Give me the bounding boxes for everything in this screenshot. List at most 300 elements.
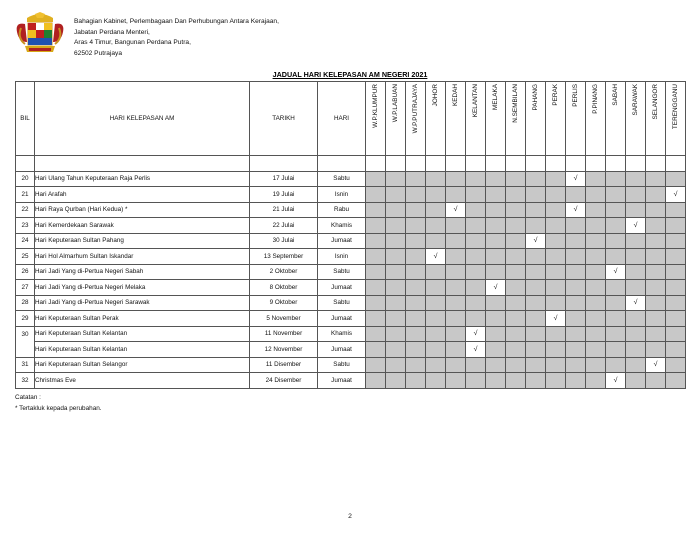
- state-cell-empty: [386, 171, 406, 187]
- state-cell-empty: [526, 218, 546, 234]
- state-cell-empty: [386, 357, 406, 373]
- state-check-mark: √: [626, 295, 646, 311]
- table-row: [16, 280, 686, 296]
- state-cell-empty: [406, 280, 426, 296]
- state-cell-empty: [386, 342, 406, 358]
- table-row: [16, 202, 686, 218]
- state-cell-empty: [626, 202, 646, 218]
- table-row: [16, 249, 686, 265]
- table-row: [16, 218, 686, 234]
- state-cell-empty: [646, 171, 666, 187]
- state-check-mark: √: [446, 202, 466, 218]
- state-cell-empty: [666, 233, 686, 249]
- state-cell-empty: [466, 171, 486, 187]
- state-cell-empty: [446, 342, 466, 358]
- holiday-table: [15, 81, 686, 389]
- col-header-state: N.SEMBILAN: [506, 82, 526, 156]
- state-check-mark: √: [666, 187, 686, 203]
- state-cell-empty: [666, 373, 686, 389]
- sender-address: [74, 17, 279, 59]
- state-cell-empty: [366, 373, 386, 389]
- address-line: Jabatan Perdana Menteri,: [74, 28, 150, 36]
- holiday-name: Hari Jadi Yang di-Pertua Negeri Sabah: [35, 264, 250, 280]
- holiday-day: Sabtu: [318, 357, 366, 373]
- state-cell-empty: [506, 264, 526, 280]
- state-cell-empty: [606, 311, 626, 327]
- state-cell-empty: [426, 187, 446, 203]
- state-cell-empty: [426, 202, 446, 218]
- state-cell-empty: [646, 218, 666, 234]
- state-cell-empty: [426, 171, 446, 187]
- state-cell-empty: [406, 326, 426, 342]
- state-cell-empty: [386, 280, 406, 296]
- state-cell-empty: [666, 264, 686, 280]
- state-cell-empty: [486, 373, 506, 389]
- state-cell-empty: [666, 311, 686, 327]
- state-cell-empty: [606, 187, 626, 203]
- col-header-state: W.P.LABUAN: [386, 82, 406, 156]
- state-cell-empty: [486, 326, 506, 342]
- state-check-mark: √: [426, 249, 446, 265]
- table-row: [16, 326, 686, 342]
- state-cell-empty: [586, 171, 606, 187]
- state-cell-empty: [526, 280, 546, 296]
- state-cell-empty: [406, 202, 426, 218]
- state-cell-empty: [566, 187, 586, 203]
- state-cell-empty: [406, 264, 426, 280]
- state-cell-empty: [546, 357, 566, 373]
- state-cell-empty: [566, 218, 586, 234]
- state-cell-empty: [506, 357, 526, 373]
- state-cell-empty: [466, 295, 486, 311]
- state-cell-empty: [586, 218, 606, 234]
- holiday-name: Hari Hol Almarhum Sultan Iskandar: [35, 249, 250, 265]
- state-cell-empty: [466, 311, 486, 327]
- col-header-state: PERAK: [546, 82, 566, 156]
- state-cell-empty: [386, 373, 406, 389]
- state-cell-empty: [646, 280, 666, 296]
- holiday-name: Hari Keputeraan Sultan Pahang: [35, 233, 250, 249]
- state-cell-empty: [566, 342, 586, 358]
- state-cell-empty: [366, 342, 386, 358]
- state-cell-empty: [626, 233, 646, 249]
- state-cell-empty: [446, 373, 466, 389]
- state-cell-empty: [546, 233, 566, 249]
- document-title: JADUAL HARI KELEPASAN AM NEGERI 2021: [272, 70, 428, 79]
- state-cell-empty: [506, 233, 526, 249]
- state-cell-empty: [586, 342, 606, 358]
- state-cell-empty: [606, 357, 626, 373]
- holiday-date: 9 Oktober: [250, 295, 318, 311]
- row-number: 29: [16, 311, 35, 327]
- notes-section: [15, 392, 102, 414]
- state-cell-empty: [586, 295, 606, 311]
- holiday-date: 12 November: [250, 342, 318, 358]
- state-cell-empty: [526, 373, 546, 389]
- table-row: [16, 357, 686, 373]
- state-cell-empty: [386, 295, 406, 311]
- state-cell-empty: [586, 280, 606, 296]
- state-cell-empty: [526, 171, 546, 187]
- state-cell-empty: [646, 373, 666, 389]
- state-cell-empty: [526, 187, 546, 203]
- state-cell-empty: [506, 326, 526, 342]
- state-cell-empty: [526, 311, 546, 327]
- spacer-row: [16, 156, 686, 172]
- col-header-state: SELANGOR: [646, 82, 666, 156]
- row-number: 30: [16, 326, 35, 342]
- row-number: 25: [16, 249, 35, 265]
- state-cell-empty: [486, 218, 506, 234]
- state-cell-empty: [426, 326, 446, 342]
- state-cell-empty: [666, 295, 686, 311]
- state-cell-empty: [406, 171, 426, 187]
- state-cell-empty: [546, 202, 566, 218]
- state-cell-empty: [386, 326, 406, 342]
- table-row: [16, 264, 686, 280]
- col-header-state: PAHANG: [526, 82, 546, 156]
- state-cell-empty: [386, 264, 406, 280]
- state-cell-empty: [666, 342, 686, 358]
- holiday-date: 2 Oktober: [250, 264, 318, 280]
- table-row: [16, 187, 686, 203]
- holiday-date: 22 Julai: [250, 218, 318, 234]
- state-cell-empty: [406, 187, 426, 203]
- col-header-day: HARI: [318, 82, 366, 156]
- col-header-state: JOHOR: [426, 82, 446, 156]
- state-cell-empty: [426, 342, 446, 358]
- state-cell-empty: [666, 357, 686, 373]
- state-cell-empty: [606, 249, 626, 265]
- state-cell-empty: [486, 342, 506, 358]
- state-cell-empty: [446, 171, 466, 187]
- table-row: [16, 295, 686, 311]
- row-number: 21: [16, 187, 35, 203]
- state-check-mark: √: [626, 218, 646, 234]
- state-cell-empty: [466, 218, 486, 234]
- state-check-mark: √: [526, 233, 546, 249]
- holiday-date: 5 November: [250, 311, 318, 327]
- state-cell-empty: [506, 311, 526, 327]
- state-cell-empty: [626, 326, 646, 342]
- holiday-name: Hari Keputeraan Sultan Selangor: [35, 357, 250, 373]
- state-cell-empty: [586, 233, 606, 249]
- state-cell-empty: [626, 311, 646, 327]
- holiday-day: Rabu: [318, 202, 366, 218]
- state-cell-empty: [586, 249, 606, 265]
- state-cell-empty: [626, 342, 646, 358]
- row-number: [16, 342, 35, 358]
- col-header-state: MELAKA: [486, 82, 506, 156]
- address-line: Bahagian Kabinet, Perlembagaan Dan Perhubungan Antara Kerajaan,: [74, 18, 279, 25]
- state-cell-empty: [366, 264, 386, 280]
- state-cell-empty: [666, 218, 686, 234]
- state-cell-empty: [546, 264, 566, 280]
- state-cell-empty: [566, 264, 586, 280]
- state-cell-empty: [566, 326, 586, 342]
- table-row: [16, 233, 686, 249]
- col-header-state: KEDAH: [446, 82, 466, 156]
- holiday-name: Hari Arafah: [35, 187, 250, 203]
- state-cell-empty: [386, 202, 406, 218]
- col-header-state: P.PINANG: [586, 82, 606, 156]
- state-cell-empty: [466, 264, 486, 280]
- state-cell-empty: [566, 373, 586, 389]
- holiday-name: Hari Keputeraan Sultan Kelantan: [35, 342, 250, 358]
- state-cell-empty: [506, 342, 526, 358]
- state-cell-empty: [446, 295, 466, 311]
- state-cell-empty: [586, 326, 606, 342]
- holiday-name: Hari Keputeraan Sultan Kelantan: [35, 326, 250, 342]
- state-cell-empty: [646, 187, 666, 203]
- state-cell-empty: [466, 233, 486, 249]
- state-check-mark: √: [466, 342, 486, 358]
- holiday-date: 11 Disember: [250, 357, 318, 373]
- state-cell-empty: [646, 311, 666, 327]
- state-cell-empty: [486, 311, 506, 327]
- state-cell-empty: [466, 187, 486, 203]
- page-number: 2: [348, 513, 352, 520]
- state-check-mark: √: [606, 373, 626, 389]
- state-check-mark: √: [646, 357, 666, 373]
- state-cell-empty: [566, 280, 586, 296]
- row-number: 28: [16, 295, 35, 311]
- state-cell-empty: [466, 280, 486, 296]
- state-cell-empty: [506, 280, 526, 296]
- state-cell-empty: [386, 311, 406, 327]
- state-cell-empty: [626, 171, 646, 187]
- state-cell-empty: [406, 311, 426, 327]
- state-cell-empty: [446, 357, 466, 373]
- state-cell-empty: [626, 249, 646, 265]
- state-cell-empty: [606, 326, 626, 342]
- note-item: * Tertakluk kepada perubahan.: [15, 405, 102, 412]
- state-cell-empty: [446, 249, 466, 265]
- state-cell-empty: [526, 295, 546, 311]
- state-cell-empty: [666, 326, 686, 342]
- table-row: [16, 171, 686, 187]
- holiday-day: Sabtu: [318, 171, 366, 187]
- state-cell-empty: [546, 295, 566, 311]
- state-cell-empty: [566, 233, 586, 249]
- state-cell-empty: [386, 249, 406, 265]
- state-cell-empty: [546, 171, 566, 187]
- state-cell-empty: [606, 280, 626, 296]
- state-cell-empty: [586, 264, 606, 280]
- state-cell-empty: [446, 311, 466, 327]
- holiday-date: 19 Julai: [250, 187, 318, 203]
- holiday-date: 24 Disember: [250, 373, 318, 389]
- col-header-state: SARAWAK: [626, 82, 646, 156]
- state-cell-empty: [366, 187, 386, 203]
- state-cell-empty: [646, 264, 666, 280]
- state-cell-empty: [366, 218, 386, 234]
- holiday-date: 13 September: [250, 249, 318, 265]
- row-number: 26: [16, 264, 35, 280]
- col-header-state: PERLIS: [566, 82, 586, 156]
- holiday-date: 30 Julai: [250, 233, 318, 249]
- state-cell-empty: [546, 373, 566, 389]
- holiday-name: Hari Keputeraan Sultan Perak: [35, 311, 250, 327]
- state-cell-empty: [386, 218, 406, 234]
- state-cell-empty: [466, 373, 486, 389]
- holiday-day: Jumaat: [318, 342, 366, 358]
- state-cell-empty: [606, 171, 626, 187]
- state-cell-empty: [666, 202, 686, 218]
- holiday-name: Hari Jadi Yang di-Pertua Negeri Melaka: [35, 280, 250, 296]
- row-number: 27: [16, 280, 35, 296]
- state-cell-empty: [406, 373, 426, 389]
- state-cell-empty: [566, 295, 586, 311]
- holiday-name: Hari Kemerdekaan Sarawak: [35, 218, 250, 234]
- state-cell-empty: [666, 249, 686, 265]
- state-cell-empty: [486, 202, 506, 218]
- state-cell-empty: [506, 295, 526, 311]
- state-cell-empty: [486, 171, 506, 187]
- state-cell-empty: [506, 218, 526, 234]
- state-cell-empty: [386, 187, 406, 203]
- state-cell-empty: [426, 280, 446, 296]
- row-number: 23: [16, 218, 35, 234]
- state-cell-empty: [366, 295, 386, 311]
- state-cell-empty: [526, 264, 546, 280]
- state-cell-empty: [546, 187, 566, 203]
- state-cell-empty: [426, 311, 446, 327]
- state-cell-empty: [546, 249, 566, 265]
- state-cell-empty: [406, 357, 426, 373]
- state-cell-empty: [546, 280, 566, 296]
- holiday-day: Sabtu: [318, 264, 366, 280]
- table-header-row: [16, 82, 686, 156]
- state-cell-empty: [406, 342, 426, 358]
- state-cell-empty: [486, 249, 506, 265]
- col-header-state: KELANTAN: [466, 82, 486, 156]
- state-cell-empty: [406, 249, 426, 265]
- state-cell-empty: [426, 357, 446, 373]
- table-row: [16, 342, 686, 358]
- state-cell-empty: [626, 264, 646, 280]
- table-row: [16, 373, 686, 389]
- holiday-date: 8 Oktober: [250, 280, 318, 296]
- state-cell-empty: [566, 311, 586, 327]
- row-number: 20: [16, 171, 35, 187]
- state-cell-empty: [386, 233, 406, 249]
- state-cell-empty: [526, 202, 546, 218]
- state-cell-empty: [506, 202, 526, 218]
- state-cell-empty: [406, 218, 426, 234]
- state-cell-empty: [626, 280, 646, 296]
- state-cell-empty: [506, 171, 526, 187]
- state-check-mark: √: [566, 202, 586, 218]
- holiday-day: Isnin: [318, 187, 366, 203]
- state-cell-empty: [566, 249, 586, 265]
- state-cell-empty: [586, 357, 606, 373]
- state-cell-empty: [446, 264, 466, 280]
- state-cell-empty: [526, 342, 546, 358]
- state-cell-empty: [426, 233, 446, 249]
- state-cell-empty: [366, 326, 386, 342]
- state-cell-empty: [646, 326, 666, 342]
- state-cell-empty: [366, 357, 386, 373]
- row-number: 22: [16, 202, 35, 218]
- state-cell-empty: [446, 326, 466, 342]
- state-cell-empty: [506, 187, 526, 203]
- state-cell-empty: [366, 280, 386, 296]
- state-cell-empty: [466, 357, 486, 373]
- holiday-name: Hari Ulang Tahun Keputeraan Raja Perlis: [35, 171, 250, 187]
- holiday-date: 21 Julai: [250, 202, 318, 218]
- holiday-day: Sabtu: [318, 295, 366, 311]
- state-cell-empty: [646, 202, 666, 218]
- col-header-state: TERENGGANU: [666, 82, 686, 156]
- holiday-day: Khamis: [318, 326, 366, 342]
- state-cell-empty: [466, 249, 486, 265]
- state-cell-empty: [566, 357, 586, 373]
- row-number: 32: [16, 373, 35, 389]
- state-cell-empty: [506, 249, 526, 265]
- state-cell-empty: [646, 295, 666, 311]
- holiday-day: Jumaat: [318, 280, 366, 296]
- state-cell-empty: [446, 187, 466, 203]
- state-cell-empty: [606, 233, 626, 249]
- state-cell-empty: [606, 295, 626, 311]
- state-cell-empty: [606, 342, 626, 358]
- row-number: 31: [16, 357, 35, 373]
- state-cell-empty: [506, 373, 526, 389]
- state-check-mark: √: [486, 280, 506, 296]
- col-header-state: W.P.KLUMPUR: [366, 82, 386, 156]
- state-cell-empty: [666, 280, 686, 296]
- state-cell-empty: [586, 311, 606, 327]
- state-cell-empty: [426, 295, 446, 311]
- state-cell-empty: [406, 295, 426, 311]
- address-line: 62502 Putrajaya: [74, 49, 123, 57]
- state-cell-empty: [366, 311, 386, 327]
- state-cell-empty: [666, 171, 686, 187]
- state-cell-empty: [446, 280, 466, 296]
- state-cell-empty: [446, 218, 466, 234]
- state-cell-empty: [606, 218, 626, 234]
- state-cell-empty: [546, 342, 566, 358]
- holiday-day: Jumaat: [318, 233, 366, 249]
- state-cell-empty: [586, 187, 606, 203]
- state-cell-empty: [366, 233, 386, 249]
- state-cell-empty: [486, 187, 506, 203]
- col-header-state: SABAH: [606, 82, 626, 156]
- holiday-day: Isnin: [318, 249, 366, 265]
- holiday-name: Hari Jadi Yang di-Pertua Negeri Sarawak: [35, 295, 250, 311]
- holiday-date: 17 Julai: [250, 171, 318, 187]
- state-cell-empty: [586, 202, 606, 218]
- holiday-day: Jumaat: [318, 373, 366, 389]
- state-cell-empty: [486, 295, 506, 311]
- state-cell-empty: [646, 342, 666, 358]
- col-header-state: W.P.PUTRAJAYA: [406, 82, 426, 156]
- state-cell-empty: [646, 249, 666, 265]
- address-line: Aras 4 Timur, Bangunan Perdana Putra,: [74, 39, 191, 47]
- holiday-name: Hari Raya Qurban (Hari Kedua) *: [35, 202, 250, 218]
- table-body: [16, 156, 686, 389]
- holiday-day: Jumaat: [318, 311, 366, 327]
- holiday-name: Christmas Eve: [35, 373, 250, 389]
- state-cell-empty: [586, 373, 606, 389]
- state-cell-empty: [526, 326, 546, 342]
- table-row: [16, 311, 686, 327]
- col-header-date: TARIKH: [250, 82, 318, 156]
- state-check-mark: √: [466, 326, 486, 342]
- state-cell-empty: [406, 233, 426, 249]
- state-cell-empty: [366, 171, 386, 187]
